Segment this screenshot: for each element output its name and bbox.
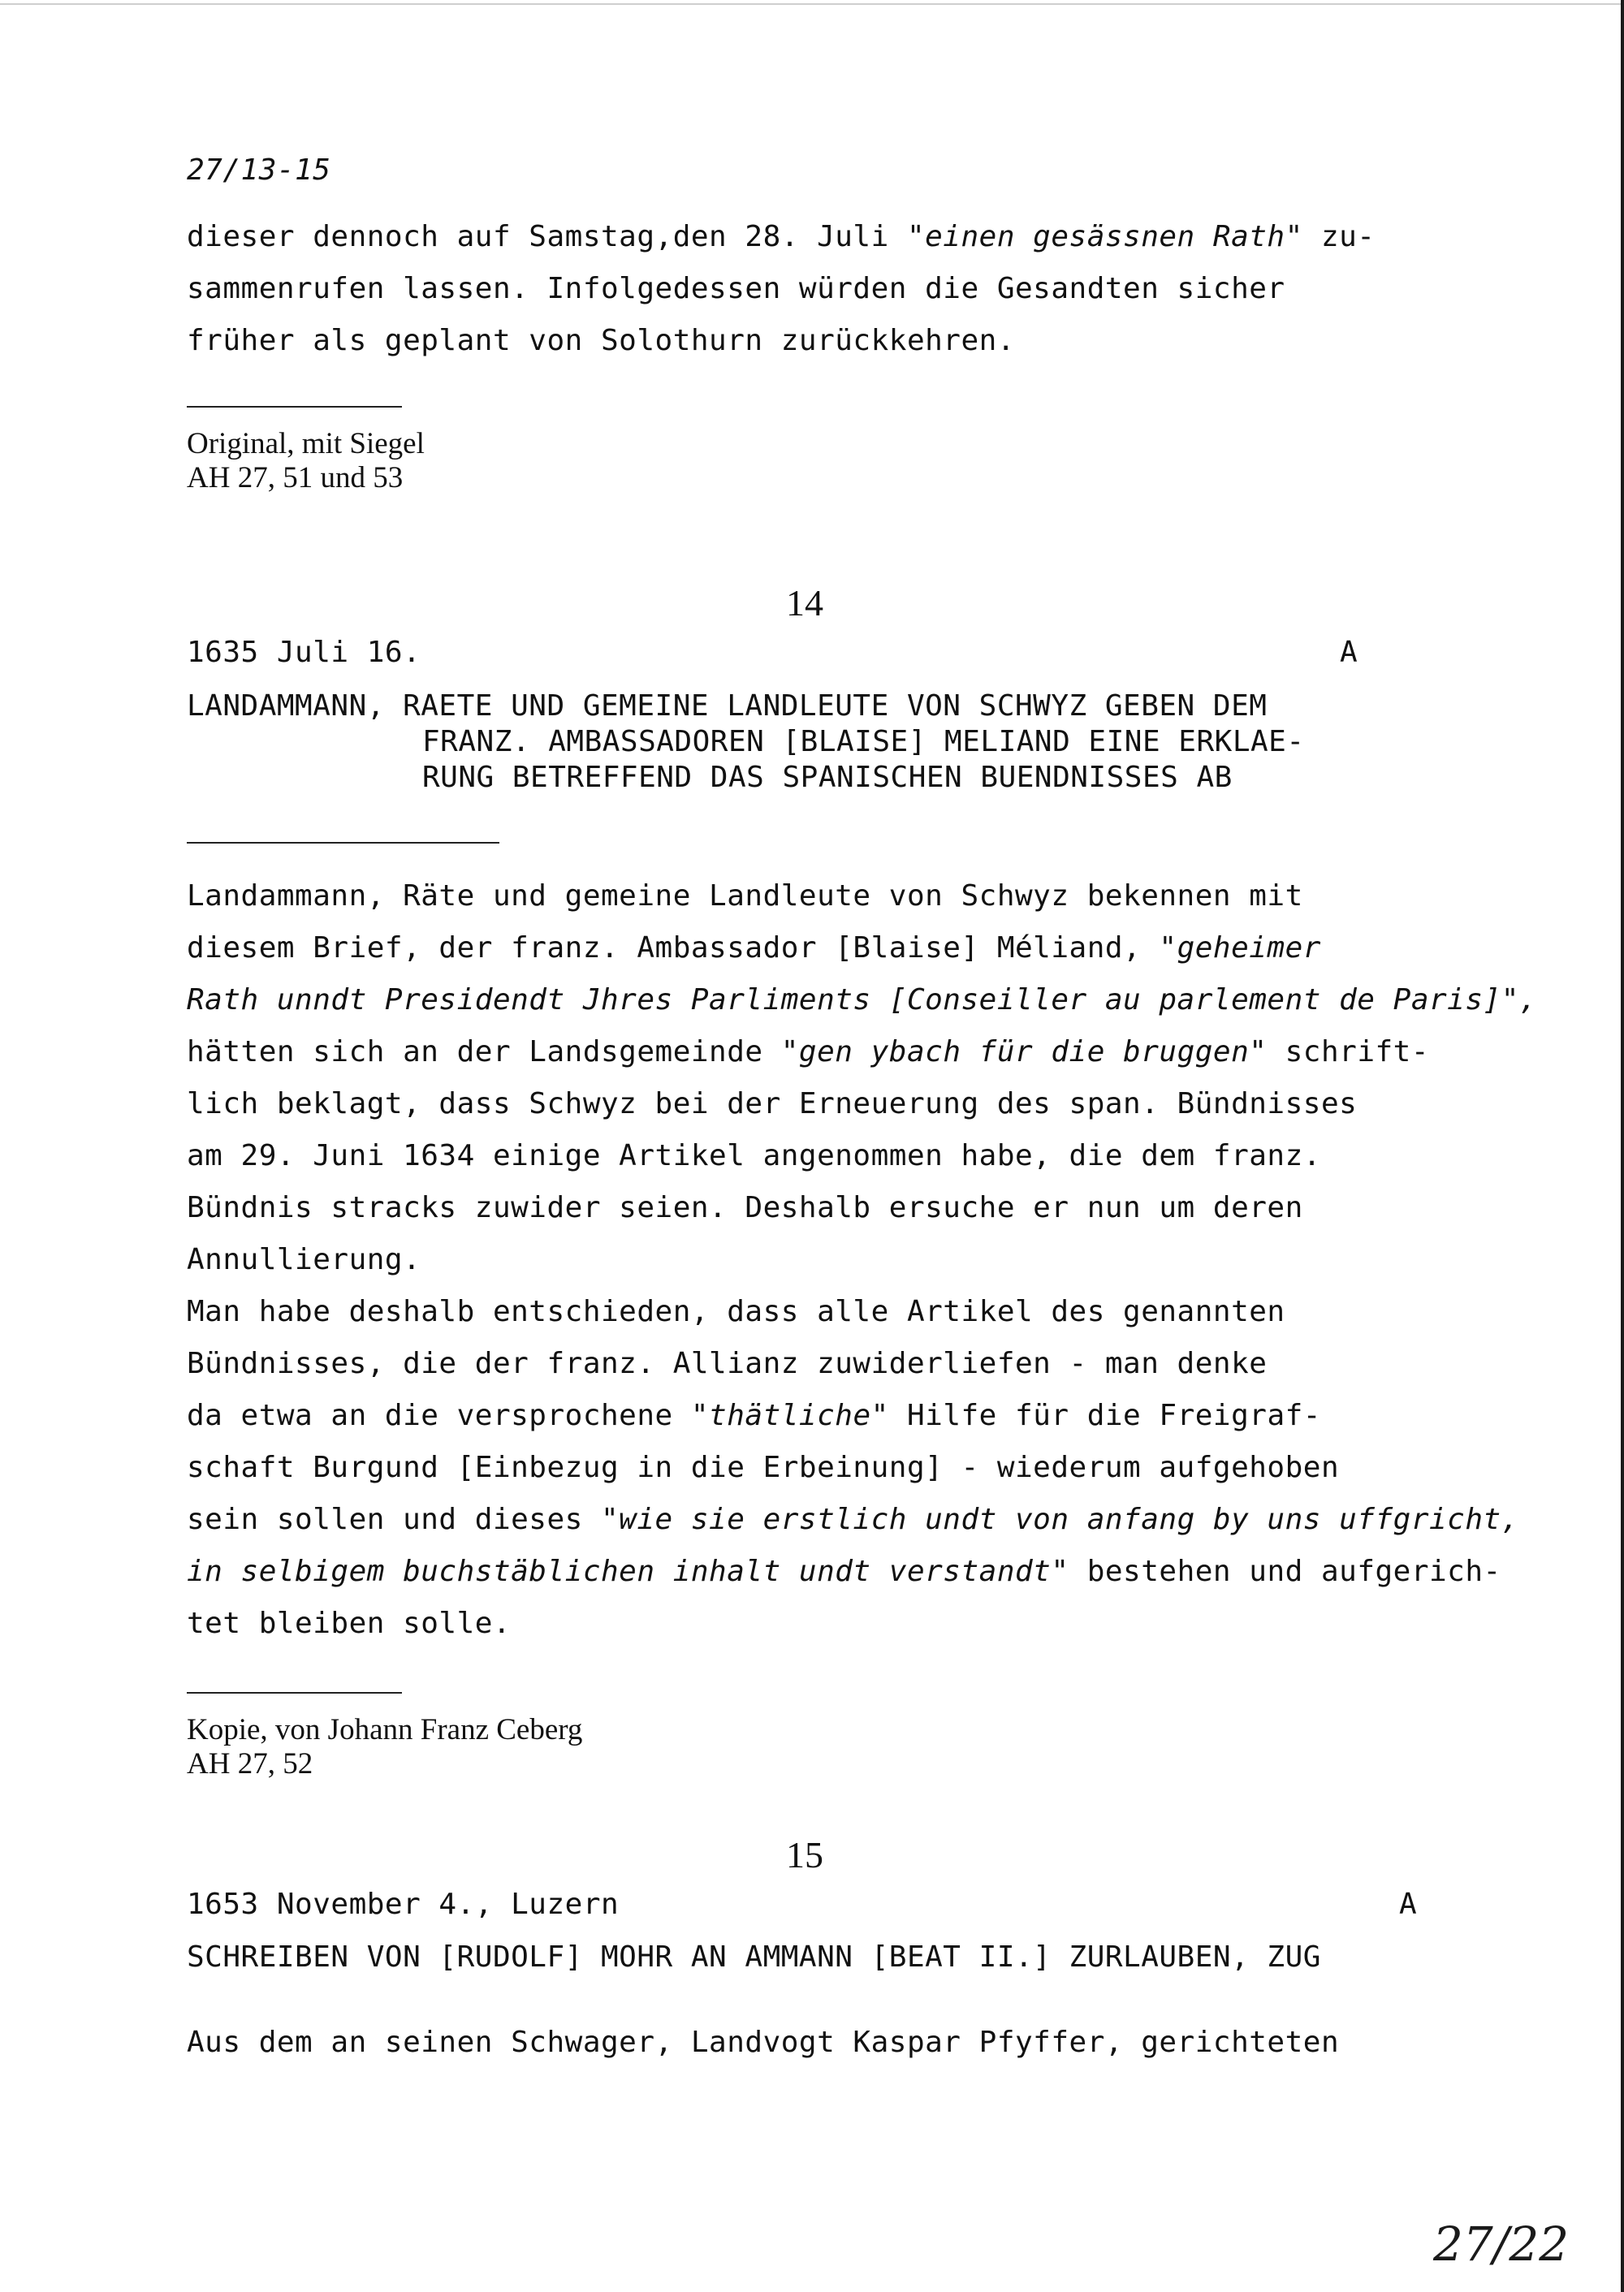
document-number: 15 [786, 1834, 823, 1875]
document-date: 1653 November 4., Luzern [187, 1888, 620, 1921]
copy-note-line-2: AH 27, 52 [187, 1747, 313, 1781]
source-note-line-2: AH 27, 51 und 53 [187, 461, 404, 494]
body-line-7: Bündnis stracks zuwider seien. Deshalb ersuche er nun um deren [187, 1191, 1303, 1224]
intro-line-3: früher als geplant von Solothurn zurückkehren. [187, 324, 1015, 357]
scan-edge-right [1621, 0, 1624, 2292]
title-divider [187, 842, 499, 844]
body-line-2: diesem Brief, der franz. Ambassador [Blaise] Méliand, "geheimer [187, 931, 1321, 965]
document-title-line-3: RUNG BETREFFEND DAS SPANISCHEN BUENDNISSES AB [422, 761, 1233, 794]
source-note-line-1: Original, mit Siegel [187, 427, 425, 460]
body-line-4: hätten sich an der Landsgemeinde "gen ybach für die bruggen" schrift- [187, 1035, 1430, 1068]
body-line-3: Rath unndt Presidendt Jhres Parliments [Conseiller au parlement de Paris]", [187, 983, 1538, 1017]
handwritten-folio-number: 27/22 [1433, 2216, 1570, 2272]
page-reference: 27/13-15 [187, 153, 331, 187]
intro-line-2: sammenrufen lassen. Infolgedessen würden die Gesandten sicher [187, 272, 1285, 305]
document-title: SCHREIBEN VON [RUDOLF] MOHR AN AMMANN [BEAT II.] ZURLAUBEN, ZUG [187, 1940, 1321, 1974]
body-line-10: Bündnisses, die der franz. Allianz zuwiderliefen - man denke [187, 1347, 1268, 1380]
body-line-1: Aus dem an seinen Schwager, Landvogt Kaspar Pfyffer, gerichteten [187, 2026, 1340, 2059]
body-line-9: Man habe deshalb entschieden, dass alle Artikel des genannten [187, 1295, 1285, 1328]
note-divider [187, 406, 402, 408]
document-number: 14 [786, 582, 823, 624]
archive-mark: A [1340, 636, 1358, 669]
body-line-11: da etwa an die versprochene "thätliche" Hilfe für die Freigraf- [187, 1399, 1321, 1432]
archive-mark: A [1399, 1888, 1417, 1921]
body-line-14: in selbigem buchstäblichen inhalt undt verstandt" bestehen und aufgerich- [187, 1555, 1501, 1588]
body-line-12: schaft Burgund [Einbezug in die Erbeinung] - wiederum aufgehoben [187, 1451, 1340, 1484]
copy-note-line-1: Kopie, von Johann Franz Ceberg [187, 1713, 583, 1746]
copy-note-divider [187, 1692, 402, 1694]
document-title-line-2: FRANZ. AMBASSADOREN [BLAISE] MELIAND EINE ERKLAE- [422, 725, 1305, 758]
body-line-1: Landammann, Räte und gemeine Landleute von Schwyz bekennen mit [187, 879, 1303, 913]
scan-edge-top [0, 3, 1624, 5]
document-date: 1635 Juli 16. [187, 636, 421, 669]
body-line-5: lich beklagt, dass Schwyz bei der Erneuerung des span. Bündnisses [187, 1087, 1358, 1120]
intro-line-1: dieser dennoch auf Samstag,den 28. Juli "einen gesässnen Rath" zu- [187, 220, 1376, 253]
body-line-15: tet bleiben solle. [187, 1607, 512, 1640]
body-line-8: Annullierung. [187, 1243, 421, 1276]
body-line-13: sein sollen und dieses "wie sie erstlich undt von anfang by uns uffgricht, [187, 1503, 1519, 1536]
body-line-6: am 29. Juni 1634 einige Artikel angenommen habe, die dem franz. [187, 1139, 1321, 1172]
document-title-line-1: LANDAMMANN, RAETE UND GEMEINE LANDLEUTE VON SCHWYZ GEBEN DEM [187, 689, 1268, 723]
